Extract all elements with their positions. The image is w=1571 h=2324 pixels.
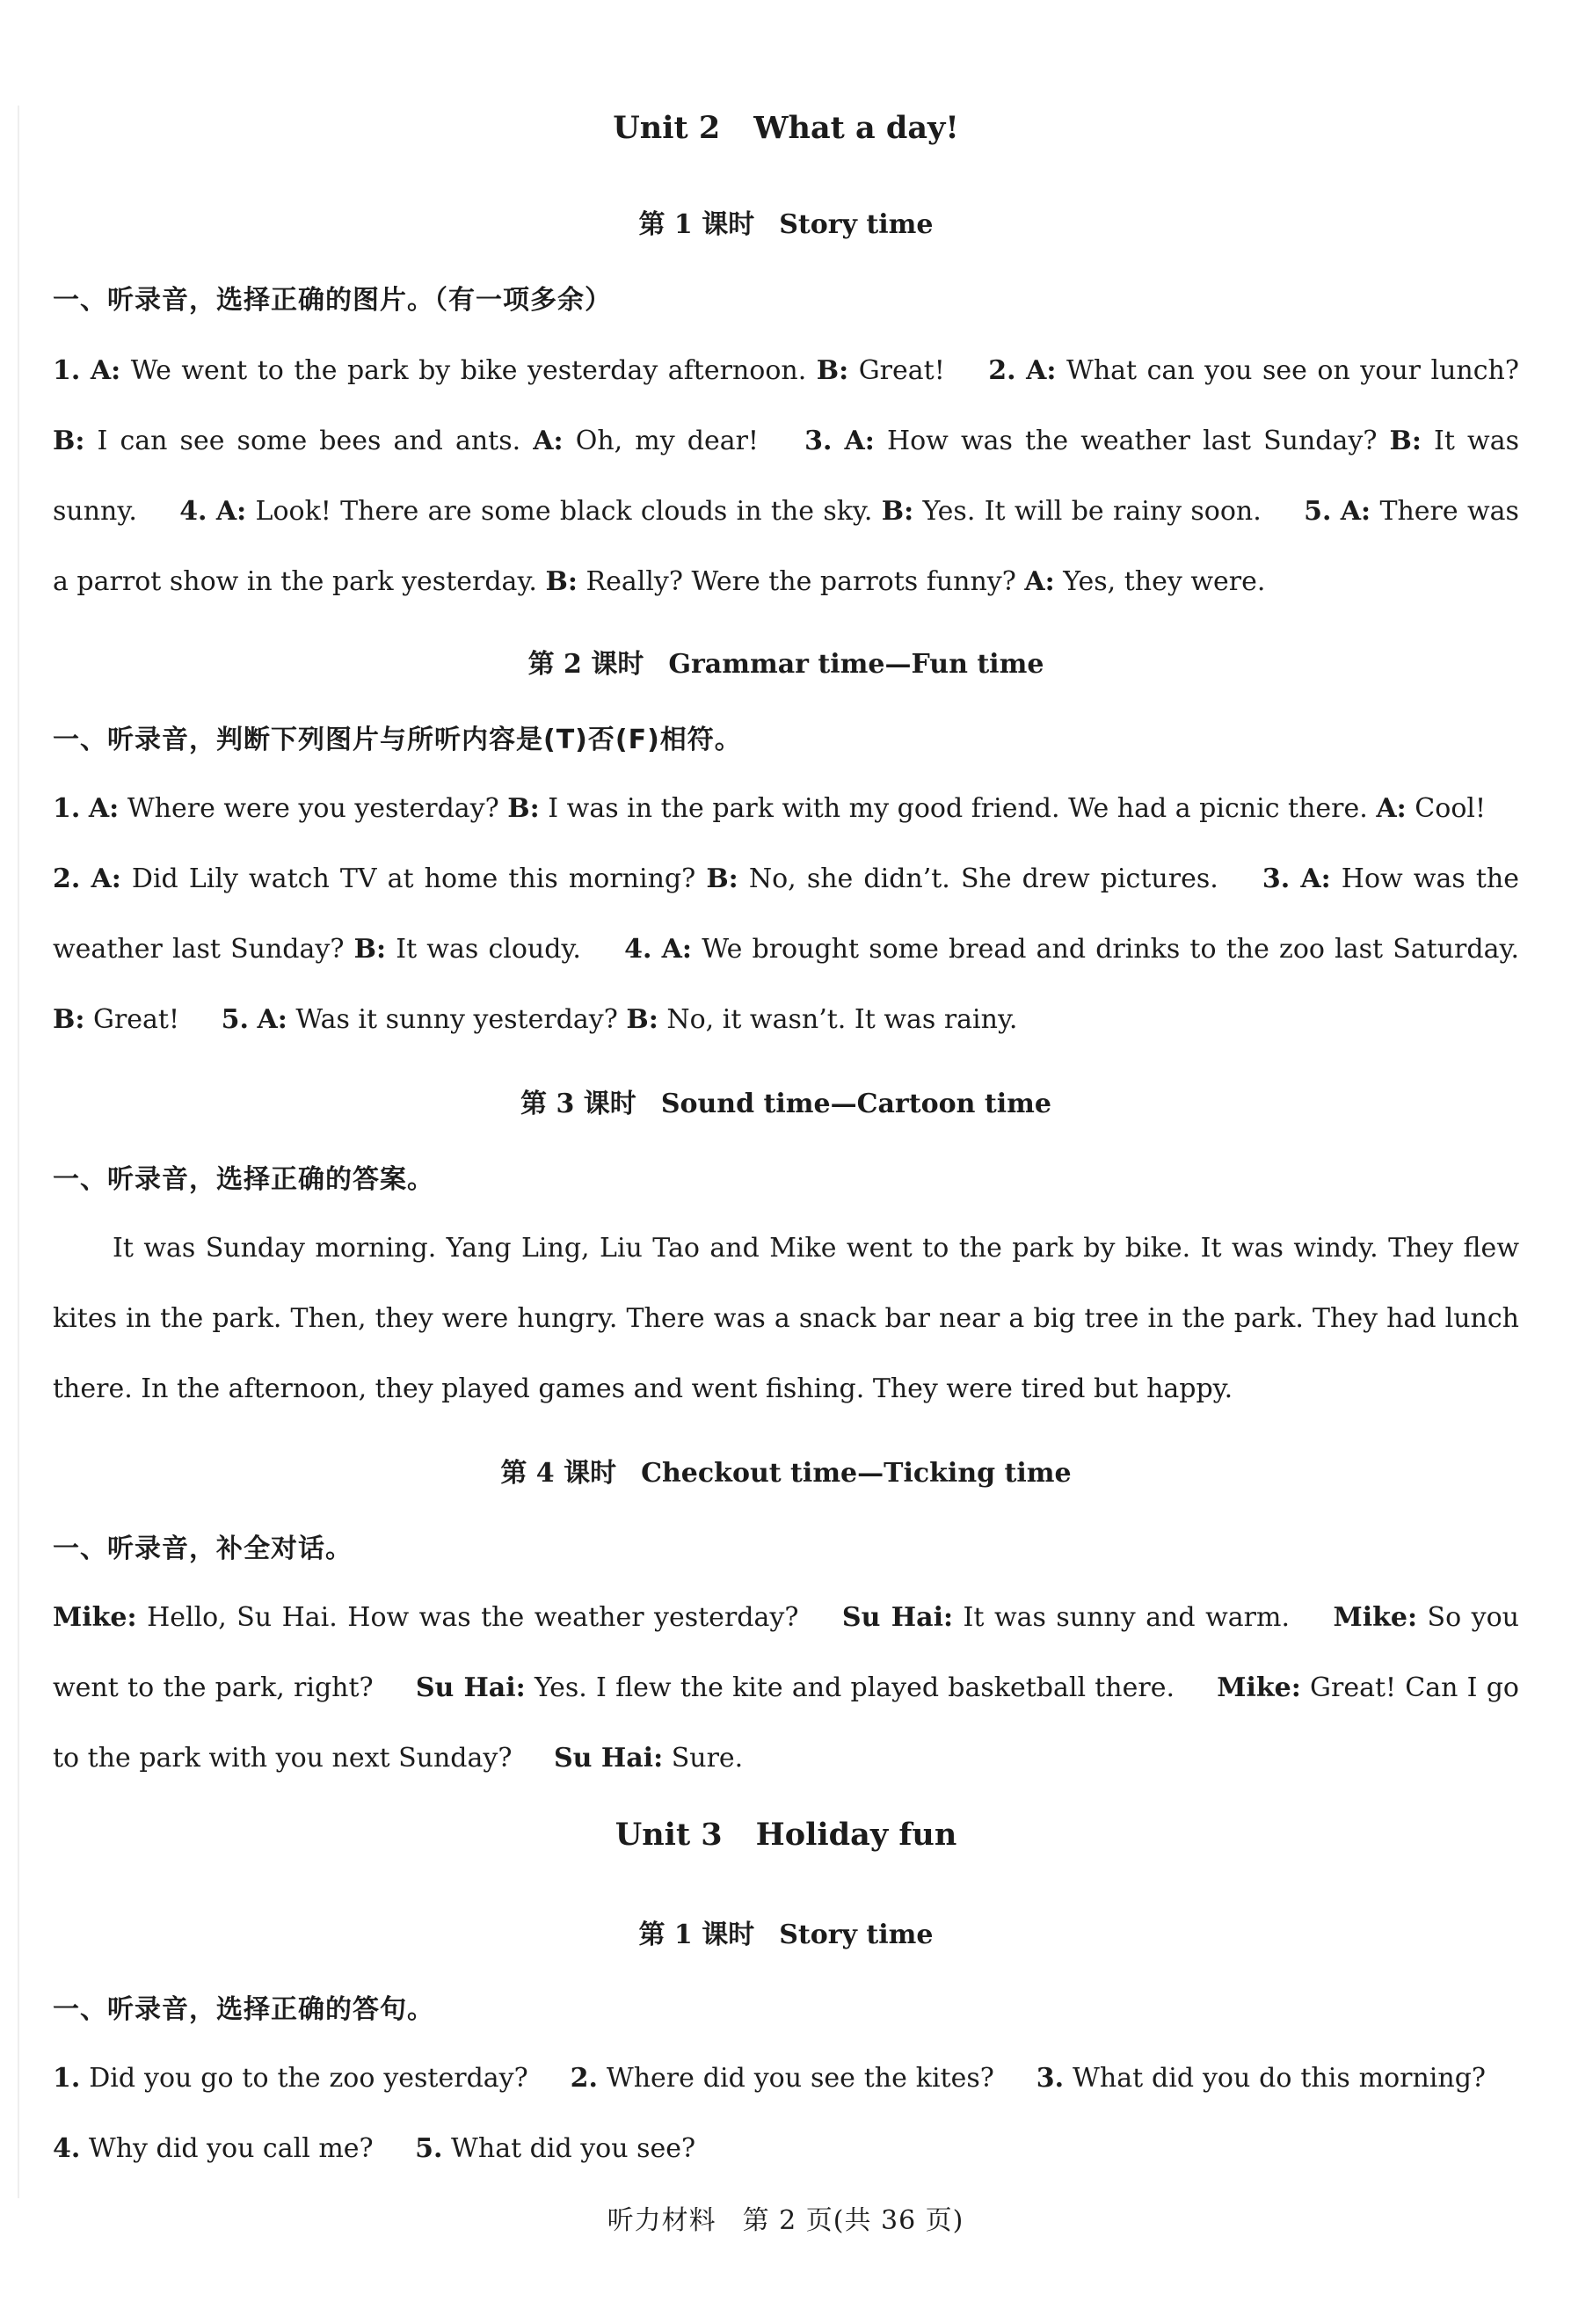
dialogue-line: Su Hai: It was sunny and warm. [841, 1602, 1290, 1633]
unit-name: What a day! [753, 110, 959, 146]
list-item: 4. A: We brought some bread and drinks to the zoo last Saturday. B: Great! [53, 934, 1519, 1035]
list-item: 2. Where did you see the kites? [570, 2063, 994, 2094]
lesson-heading [53, 642, 1519, 681]
lesson-number: 第 1 课时 [638, 209, 755, 240]
lesson-number: 第 1 课时 [638, 1920, 755, 1950]
lesson-heading [53, 1912, 1519, 1951]
dialogue-line: Mike: Great! Can I go to the park with you next Sunday? [53, 1672, 1519, 1774]
lesson-name: Grammar time—Fun time [668, 649, 1044, 680]
page-number: 第 2 页(共 36 页) [742, 2205, 964, 2236]
list-item: 3. A: How was the weather last Sunday? B: It was cloudy. [53, 863, 1519, 965]
dialogue-paragraph [53, 1583, 1519, 1794]
unit-2-title [53, 110, 1519, 146]
list-item: 1. A: Where were you yesterday? B: I was in the park with my good friend. We had a picnic there. A: Cool! [53, 793, 1487, 824]
unit-label: Unit 2 [613, 110, 721, 146]
section-instruction: 一、听录音，判断下列图片与所听内容是(T)否(F)相符。 [53, 725, 742, 755]
unit-3-title [53, 1817, 1519, 1853]
lesson-number: 第 2 课时 [527, 649, 644, 680]
page-edge-shadow [18, 106, 19, 2198]
lesson-heading [53, 1451, 1519, 1490]
lesson-heading [53, 202, 1519, 241]
list-item: 3. What did you do this morning? [1036, 2063, 1487, 2094]
footer-title: 听力材料 [607, 2205, 716, 2236]
lesson-heading [53, 1082, 1519, 1120]
section-instruction: 一、听录音，补全对话。 [53, 1534, 353, 1564]
listening-passage: It was Sunday morning. Yang Ling, Liu Tao and Mike went to the park by bike. It was windy. They flew kites in the park. Then, they were hungry. There was a snack bar near a big tree in the park. They had lunch there. In the afternoon, they played games and went fishing. They were tired but happy. [53, 1233, 1519, 1404]
unit-name: Holiday fun [755, 1817, 957, 1853]
lesson-number: 第 3 课时 [520, 1089, 636, 1119]
unit-label: Unit 3 [615, 1817, 723, 1853]
list-item: 2. A: What can you see on your lunch? B: I can see some bees and ants. A: Oh, my dear! [53, 355, 1519, 456]
page-footer [0, 2198, 1571, 2237]
question-paragraph [53, 2044, 1519, 2184]
list-item: 3. A: How was the weather last Sunday? B: It was sunny. [53, 426, 1519, 527]
dialogue-line: Mike: Hello, Su Hai. How was the weather yesterday? [53, 1602, 799, 1633]
list-item: 1. Did you go to the zoo yesterday? [53, 2063, 528, 2094]
list-item: 5. A: There was a parrot show in the park yesterday. B: Really? Were the parrots funny? A: Yes, they were. [53, 496, 1519, 597]
section-instruction: 一、听录音，选择正确的图片。（有一项多余） [53, 285, 612, 316]
dialogue-line: Mike: So you went to the park, right? [53, 1602, 1519, 1703]
list-item: 5. A: Was it sunny yesterday? B: No, it wasn’t. It was rainy. [221, 1004, 1018, 1035]
list-item: 4. Why did you call me? [53, 2133, 374, 2164]
lesson-name: Story time [779, 209, 934, 240]
list-item: 5. What did you see? [415, 2133, 696, 2164]
lesson-name: Sound time—Cartoon time [660, 1089, 1051, 1119]
dialogue-line: Su Hai: Sure. [553, 1743, 744, 1774]
lesson-name: Checkout time—Ticking time [641, 1458, 1072, 1489]
dialogue-line: Su Hai: Yes. I flew the kite and played basketball there. [415, 1672, 1175, 1703]
lesson-name: Story time [779, 1920, 934, 1950]
dialogue-paragraph [53, 774, 1519, 1055]
section-instruction: 一、听录音，选择正确的答句。 [53, 1994, 434, 2025]
section-instruction: 一、听录音，选择正确的答案。 [53, 1164, 434, 1195]
list-item: 4. A: Look! There are some black clouds in the sky. B: Yes. It will be rainy soon. [179, 496, 1262, 527]
lesson-number: 第 4 课时 [500, 1458, 617, 1489]
dialogue-paragraph [53, 336, 1519, 617]
list-item: 2. A: Did Lily watch TV at home this morning? B: No, she didn’t. She drew pictures. [53, 863, 1218, 894]
list-item: 1. A: We went to the park by bike yesterday afternoon. B: Great! [53, 355, 945, 386]
